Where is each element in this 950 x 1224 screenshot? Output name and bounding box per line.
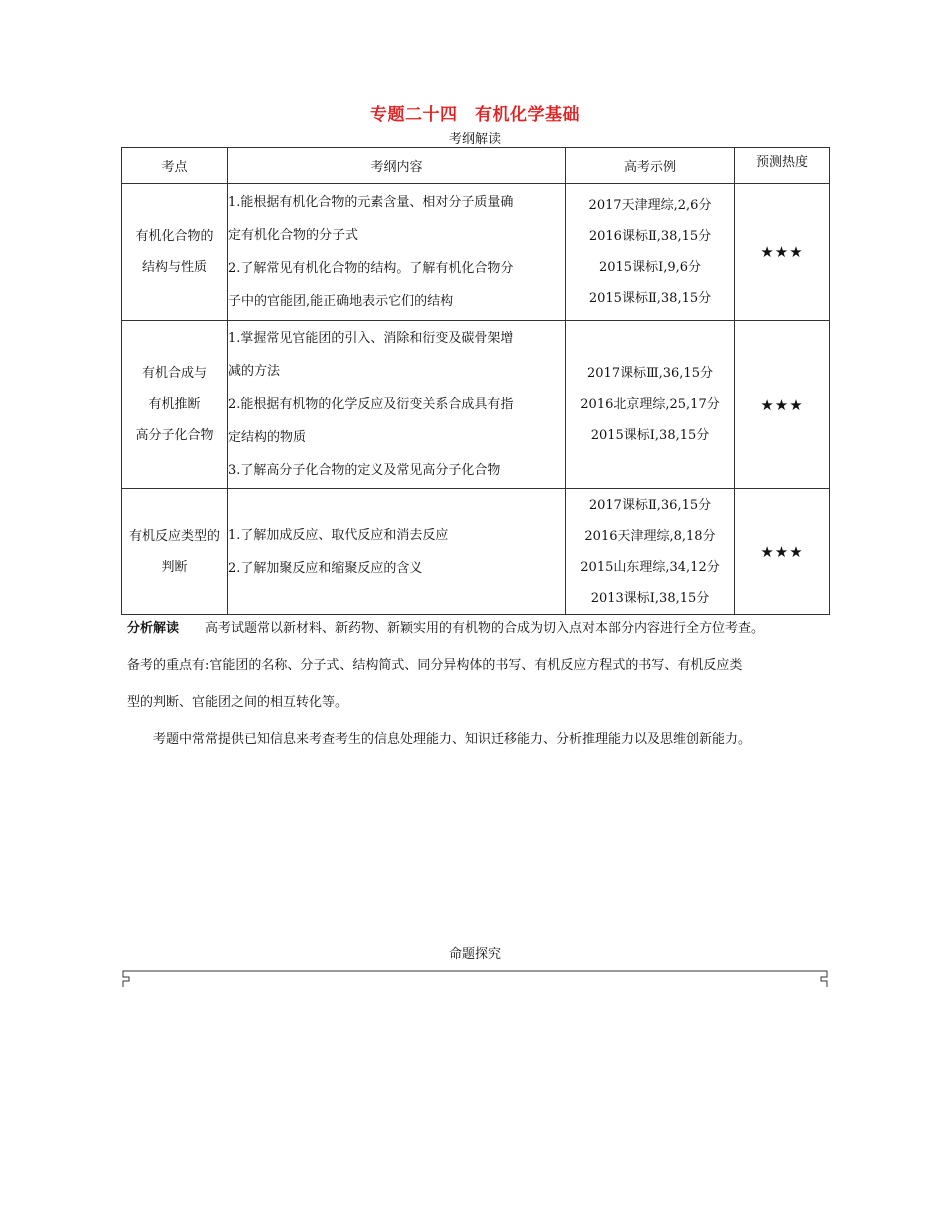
examples-cell — [566, 489, 735, 615]
exam-point-cell — [122, 489, 228, 615]
right-bracket-ornament — [819, 971, 827, 987]
cell-line: 2017天津理综,2,6分 — [588, 198, 712, 213]
table-header-row — [122, 148, 830, 184]
table-row — [122, 321, 830, 489]
cell-line: 2.了解常见有机化合物的结构。了解有机化合物分 — [228, 261, 514, 276]
analysis-paragraph: 考题中常常提供已知信息来考查考生的信息处理能力、知识迁移能力、分析推理能力以及思维创新能力。 — [153, 732, 752, 747]
table-row — [122, 184, 830, 321]
heat-rating: ★★★ — [735, 489, 830, 615]
cell-line: 减的方法 — [228, 364, 281, 379]
page-title: 专题二十四 有机化学基础 — [370, 105, 580, 125]
analysis-paragraph — [127, 610, 842, 647]
cell-line: 有机合成与 — [141, 366, 207, 381]
cell-line: 2015山东理综,34,12分 — [580, 559, 720, 575]
cell-line: 2.了解加聚反应和缩聚反应的含义 — [228, 560, 423, 576]
exam-outline-table — [121, 147, 830, 615]
analysis-text: 备考的重点有:官能团的名称、分子式、结构简式、同分异构体的书写、有机反应方程式的书写、有机反应类 — [127, 658, 743, 673]
cell-line: 3.了解高分子化合物的定义及常见高分子化合物 — [228, 463, 501, 478]
content-cell — [228, 321, 566, 489]
analysis-text: 高考试题常以新材料、新药物、新颖实用的有机物的合成为切入点对本部分内容进行全方位考查。 — [205, 621, 765, 636]
cell-line: 1.了解加成反应、取代反应和消去反应 — [228, 527, 449, 543]
examples-cell — [566, 321, 735, 489]
cell-line: 1.能根据有机化合物的元素含量、相对分子质量确 — [228, 195, 514, 210]
left-bracket-ornament — [123, 971, 131, 987]
cell-line: 定结构的物质 — [228, 430, 307, 445]
cell-line: 结构与性质 — [141, 260, 207, 275]
cell-line: 2016北京理综,25,17分 — [580, 397, 720, 412]
header-cell: 高考示例 — [566, 148, 735, 184]
header-cell: 考纲内容 — [228, 148, 566, 184]
cell-line: 高分子化合物 — [135, 428, 214, 443]
table-caption: 考纲解读 — [448, 132, 501, 147]
analysis-section — [127, 610, 842, 758]
cell-line: 2017课标Ⅱ,36,15分 — [588, 497, 712, 513]
cell-line: 定有机化合物的分子式 — [228, 228, 359, 243]
heat-rating: ★★★ — [735, 321, 830, 489]
cell-line: 2015课标Ⅰ,9,6分 — [598, 260, 702, 275]
exam-point-cell — [122, 321, 228, 489]
examples-cell — [566, 184, 735, 321]
header-cell: 预测热度 — [735, 148, 830, 184]
content-cell — [228, 489, 566, 615]
cell-line: 1.掌握常见官能团的引入、消除和衍变及碳骨架增 — [228, 331, 514, 346]
cell-line: 2016课标Ⅱ,38,15分 — [588, 229, 712, 244]
cell-line: 有机反应类型的 — [128, 528, 220, 544]
cell-line: 2013课标Ⅰ,38,15分 — [590, 590, 710, 606]
cell-line: 2017课标Ⅲ,36,15分 — [587, 366, 713, 381]
cell-line: 2016天津理综,8,18分 — [584, 528, 716, 544]
header-cell: 考点 — [122, 148, 228, 184]
cell-line: 有机推断 — [148, 397, 201, 412]
content-cell — [228, 184, 566, 321]
cell-line: 有机化合物的 — [135, 229, 214, 244]
analysis-text: 型的判断、官能团之间的相互转化等。 — [127, 695, 349, 710]
table-row — [122, 489, 830, 615]
cell-line: 子中的官能团,能正确地表示它们的结构 — [228, 294, 454, 309]
cell-line: 2015课标Ⅰ,38,15分 — [590, 428, 710, 443]
cell-line: 判断 — [161, 559, 188, 575]
exam-point-cell — [122, 184, 228, 321]
ornamental-divider — [121, 967, 829, 991]
heat-rating: ★★★ — [735, 184, 830, 321]
section-title: 命题探究 — [448, 947, 501, 962]
cell-line: 2015课标Ⅱ,38,15分 — [588, 291, 712, 306]
analysis-label: 分析解读 — [127, 621, 180, 636]
cell-line: 2.能根据有机物的化学反应及衍变关系合成具有指 — [228, 397, 514, 412]
